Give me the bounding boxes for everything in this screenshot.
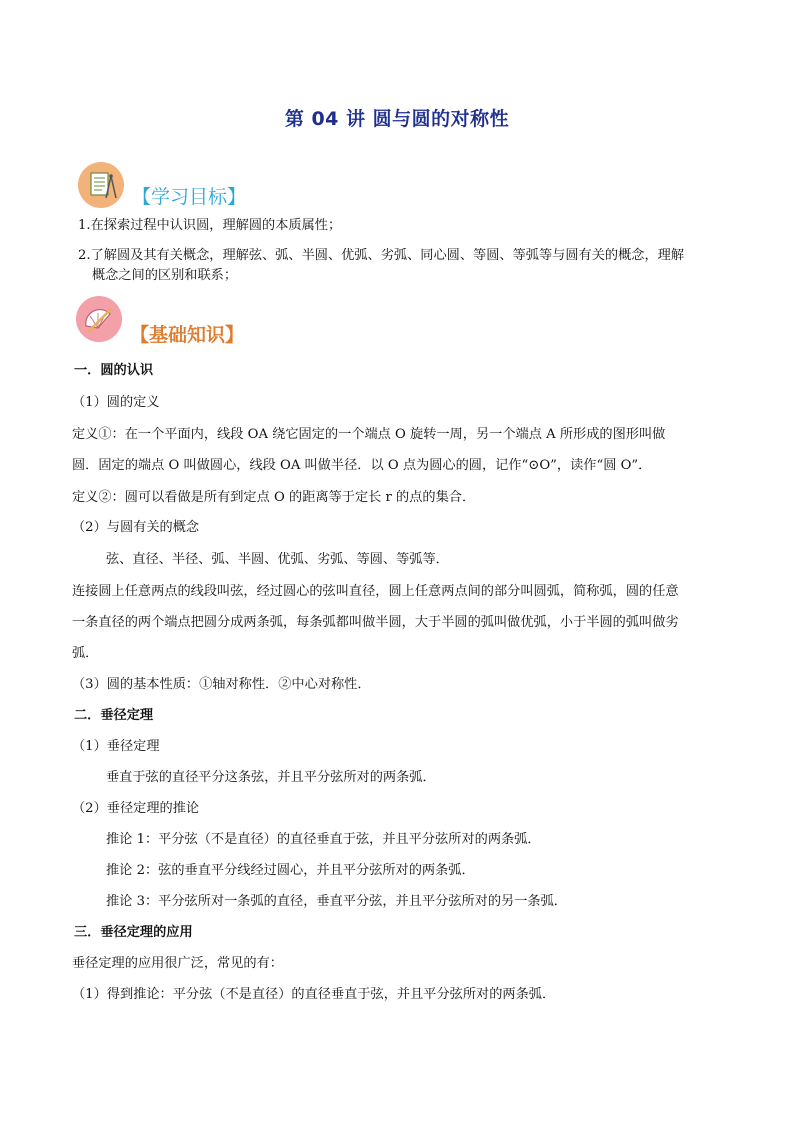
goal-item-2: 2.了解圆及其有关概念，理解弦、弧、半圆、优弧、劣弧、同心圆、等圆、等弧等与圆有关的概念，理解 (78, 248, 685, 263)
corollary-2: 推论 2：弦的垂直平分线经过圆心，并且平分弦所对的两条弧． (106, 863, 475, 878)
basics-section-header (76, 290, 244, 347)
related-concepts-list: 弦、直径、半径、弧、半圆、优弧、劣弧、等圆、等弧等． (106, 552, 449, 567)
section-3-heading: 三．垂径定理的应用 (74, 925, 193, 940)
section-1-heading: 一．圆的认识 (74, 363, 154, 378)
section-2-heading: 二．垂径定理 (74, 708, 154, 723)
application-intro: 垂径定理的应用很广泛，常见的有： (72, 956, 283, 971)
goal-item-2-cont: 概念之间的区别和联系； (92, 268, 238, 283)
application-item-1: （1）得到推论：平分弦（不是直径）的直径垂直于弦，并且平分弦所对的两条弧． (72, 987, 556, 1002)
definition-1-line-2: 圆．固定的端点 O 叫做圆心，线段 OA 叫做半径．以 O 点为圆心的圆，记作“⊙O”，读作“圆 O”． (72, 458, 652, 473)
corollary-1: 推论 1：平分弦（不是直径）的直径垂直于弦，并且平分弦所对的两条弧． (106, 832, 541, 847)
subsection-1-1: （1）圆的定义 (72, 395, 160, 410)
goals-heading: 【学习目标】 (132, 186, 247, 208)
basics-heading: 【基础知识】 (130, 324, 245, 346)
goals-section-header (78, 160, 246, 209)
subsection-2-2: （2）垂径定理的推论 (72, 801, 200, 816)
subsection-1-2: （2）与圆有关的概念 (72, 520, 200, 535)
definition-2: 定义②：圆可以看做是所有到定点 O 的距离等于定长 r 的点的集合． (72, 490, 476, 505)
corollary-3: 推论 3：平分弦所对一条弧的直径，垂直平分弦，并且平分弦所对的另一条弧． (106, 894, 567, 909)
concepts-paragraph-line-2: 一条直径的两个端点把圆分成两条弧，每条弧都叫做半圆，大于半圆的弧叫做优弧，小于半圆的弧叫做劣 (72, 615, 679, 630)
subsection-2-1: （1）垂径定理 (72, 739, 160, 754)
goal-item-1: 1.在探索过程中认识圆，理解圆的本质属性； (78, 218, 342, 233)
protractor-icon (76, 296, 122, 342)
notebook-compass-icon (78, 162, 124, 208)
concepts-paragraph-line-3: 弧． (72, 646, 99, 661)
page-title: 第 04 讲 圆与圆的对称性 (284, 108, 510, 130)
concepts-paragraph-line-1: 连接圆上任意两点的线段叫弦，经过圆心的弦叫直径，圆上任意两点间的部分叫圆弧，简称弧，圆的任意 (72, 584, 679, 599)
subsection-1-3: （3）圆的基本性质：①轴对称性．②中心对称性． (72, 677, 371, 692)
definition-1-line-1: 定义①：在一个平面内，线段 OA 绕它固定的一个端点 O 旋转一周，另一个端点 A 所形成的图形叫做 (72, 427, 666, 442)
theorem-statement: 垂直于弦的直径平分这条弦，并且平分弦所对的两条弧． (106, 770, 436, 785)
